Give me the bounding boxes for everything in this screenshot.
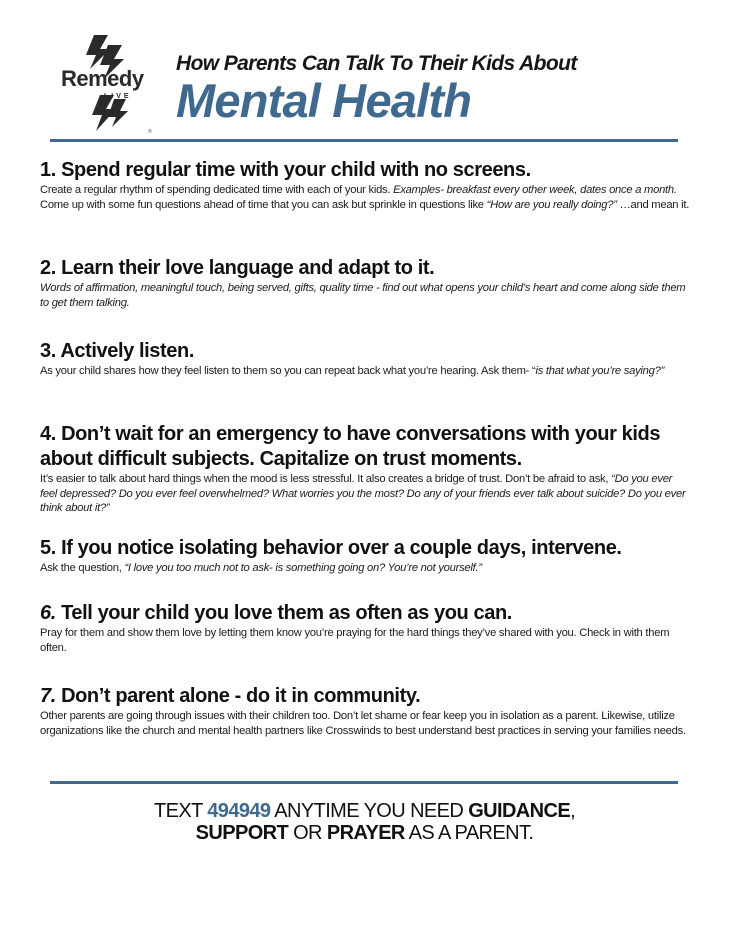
tip-number: 2. (40, 257, 56, 279)
tip-heading-text: Tell your child you love them as often as you can. (61, 602, 512, 624)
tip-body-run: “How are you really doing?” (486, 198, 617, 211)
tip-body-run: “Do you ever feel depressed? Do you ever feel overwhelmed? What worries you the most? Do any of your friends ever talk about suicide? Do you ever think about it?” (40, 473, 686, 514)
footer-support: SUPPORT (195, 822, 289, 844)
tip-5 (40, 536, 692, 576)
footer-text: AS A PARENT. (404, 822, 534, 844)
tip-body-run: “I love you too much not to ask- is something going on? You’re not yourself.” (124, 562, 482, 574)
tip-body-run: Words of affirmation, meaningful touch, being served, gifts, quality time - find out what opens your child’s heart and come along side them to get them talking. (40, 282, 686, 309)
tip-body-run: Pray for them and show them love by letting them know you’re praying for the hard things they’ve shared with you. Check in with them often. (40, 627, 670, 654)
tip-body-run: is that what you’re saying?” (535, 365, 665, 377)
tip-number: 7. (40, 685, 56, 707)
tip-body (40, 472, 692, 516)
bottom-divider (50, 781, 678, 784)
tip-body (40, 626, 692, 655)
tip-1 (40, 158, 692, 212)
tip-body-run: …and mean it. (616, 198, 690, 211)
tip-body-run: Ask the question, (40, 562, 125, 574)
tip-body-run: Create a regular rhythm of spending dedicated time with each of your kids. (40, 184, 394, 196)
tip-heading-text: Actively listen. (60, 340, 194, 362)
tip-heading-text: Learn their love language and adapt to it. (61, 257, 435, 279)
tip-body-run: Examples- breakfast every other week, dates once a month. (393, 184, 677, 196)
tip-number: 6. (40, 602, 56, 624)
tip-body-run: Come up with some fun questions ahead of time that you can ask but sprinkle in questions like (40, 198, 487, 211)
tip-body (40, 281, 692, 310)
logo-registered-mark: ® (148, 129, 152, 135)
tip-heading-text: If you notice isolating behavior over a couple days, intervene. (61, 537, 622, 559)
tip-7 (40, 684, 692, 738)
logo-wordmark: Remedy (61, 66, 144, 91)
tip-2 (40, 256, 692, 310)
tip-heading-text: Don’t parent alone - do it in community. (61, 685, 421, 707)
tip-number: 5. (40, 537, 56, 559)
footer-comma: , (570, 800, 576, 822)
tip-heading (40, 158, 692, 183)
footer-text: TEXT (153, 800, 208, 822)
tip-body (40, 183, 692, 212)
logo-live-label: LIVE (104, 93, 132, 100)
tip-heading (40, 684, 692, 709)
footer-prayer: PRAYER (326, 822, 405, 844)
tip-body (40, 364, 692, 379)
tip-body (40, 561, 692, 576)
footer-call-to-action (0, 800, 729, 844)
tip-heading (40, 339, 692, 364)
tip-body (40, 709, 692, 738)
tip-heading (40, 256, 692, 281)
footer-text: OR (288, 822, 327, 844)
tip-number: 3. (40, 340, 56, 362)
tip-heading (40, 601, 692, 626)
tip-heading (40, 422, 692, 472)
tip-number: 4. (40, 423, 56, 445)
footer-text: ANYTIME YOU NEED (270, 800, 469, 822)
remedy-live-logo (60, 35, 160, 135)
tip-6 (40, 601, 692, 655)
tip-heading (40, 536, 692, 561)
tip-body-run: Other parents are going through issues with their children too. Don’t let shame or fear keep you in isolation as a parent. Likewise, utilize organizations like the church and mental health partners like Crosswinds to best understand best practices in serving your families needs. (40, 710, 686, 737)
tip-number: 1. (40, 159, 56, 181)
text-number: 494949 (207, 800, 271, 822)
tip-heading-text: Don’t wait for an emergency to have conversations with your kids about difficult subjects. Capitalize on trust moments. (40, 423, 661, 470)
tip-body-run: As your child shares how they feel listen to them so you can repeat back what you’re hearing. Ask them- “ (40, 365, 536, 377)
tip-body-run: It’s easier to talk about hard things when the mood is less stressful. It also creates a bridge of trust. Don’t be afraid to ask, (40, 473, 612, 485)
tip-heading-text: Spend regular time with your child with no screens. (61, 159, 531, 181)
top-divider (50, 139, 678, 142)
footer-guidance: GUIDANCE (468, 800, 571, 822)
page-subtitle: How Parents Can Talk To Their Kids About (176, 52, 577, 75)
page-title: Mental Health (176, 74, 472, 127)
tip-3 (40, 339, 692, 379)
tip-4 (40, 422, 692, 516)
